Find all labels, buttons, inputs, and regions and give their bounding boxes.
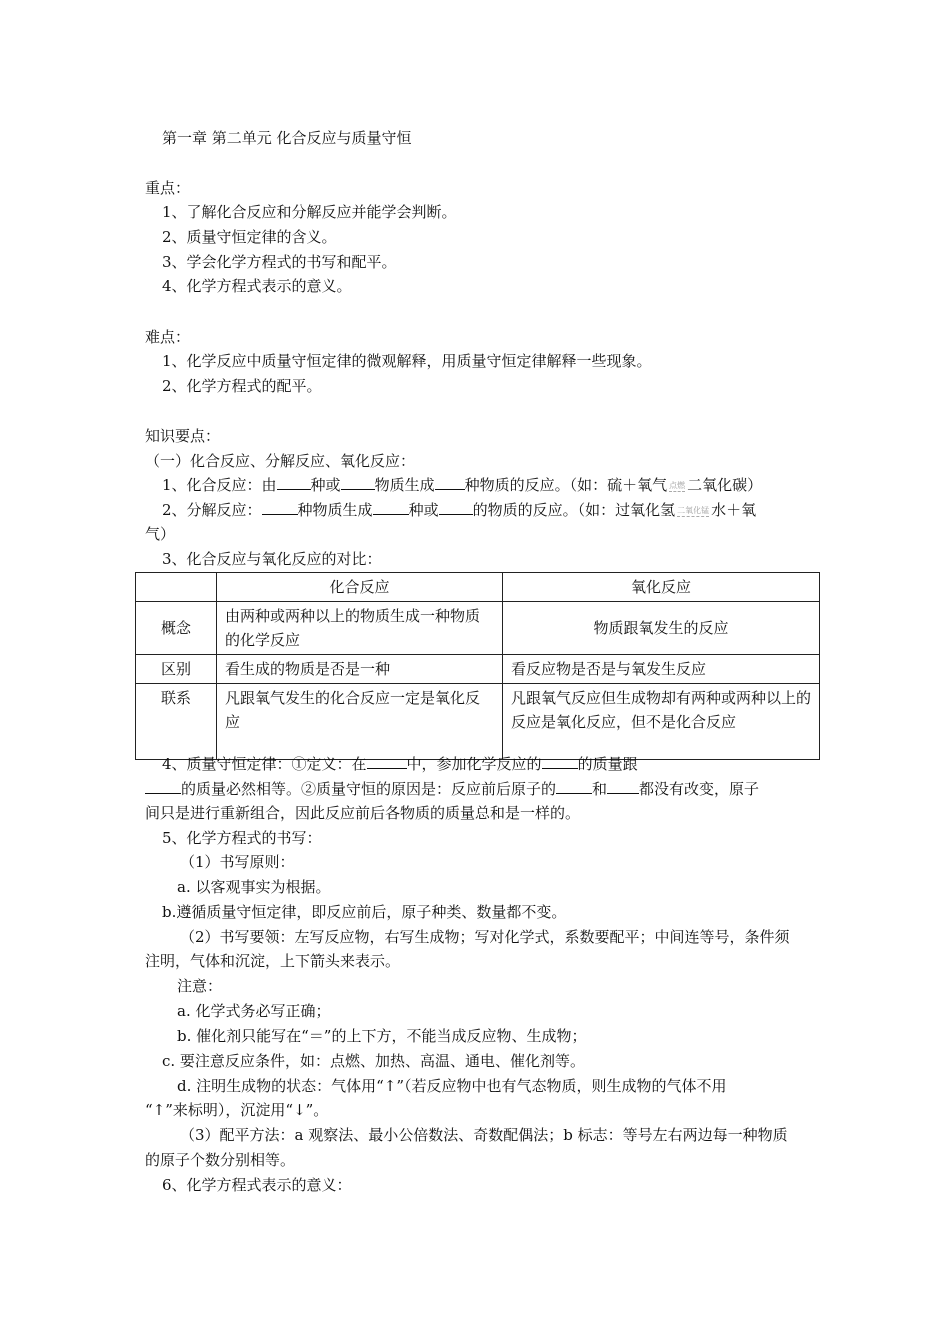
reaction-condition: 二氧化锰 <box>677 505 710 515</box>
table-row <box>136 573 820 602</box>
keypoint-item: 1、了解化合反应和分解反应并能学会判断。 <box>162 203 457 221</box>
row-label: 概念 <box>136 602 217 655</box>
text-line: c. 要注意反应条件，如：点燃、加热、高温、通电、催化剂等。 <box>162 1052 585 1070</box>
text-line: b.遵循质量守恒定律，即反应前后，原子种类、数量都不变。 <box>162 903 567 921</box>
law-line: 的质量必然相等。②质量守恒的原因是：反应前后原子的 和 都没有改变，原子 <box>145 778 759 800</box>
table-cell: 凡跟氧气反应但生成物却有两种或两种以上的反应是氧化反应，但不是化合反应 <box>503 684 820 760</box>
difficulty-item: 2、化学方程式的配平。 <box>162 377 322 395</box>
text-line: 的原子个数分别相等。 <box>145 1151 296 1169</box>
fill-blank[interactable] <box>435 474 465 490</box>
table-cell: 看生成的物质是否是一种 <box>217 655 503 684</box>
combination-reaction-line: 1、化合反应：由 种或 物质生成 种物质的反应。（如：硫＋氧气 点燃 二氧化碳） <box>162 476 763 494</box>
text-line: 注意： <box>177 977 223 995</box>
text-line: a. 以客观事实为根据。 <box>177 878 331 896</box>
fill-blank[interactable] <box>262 499 298 515</box>
fill-blank[interactable] <box>439 499 473 515</box>
text-line: 注明，气体和沉淀，上下箭头来表示。 <box>145 952 401 970</box>
keypoint-item: 3、学会化学方程式的书写和配平。 <box>162 253 397 271</box>
fill-blank[interactable] <box>145 778 181 794</box>
text-line: （3）配平方法：a 观察法、最小公倍数法、奇数配偶法；b 标志：等号左右两边每一种物质 <box>180 1126 788 1144</box>
reaction-condition: 点燃 <box>669 480 686 490</box>
fill-blank[interactable] <box>556 778 592 794</box>
table-cell: 看反应物是否是与氧发生反应 <box>503 655 820 684</box>
difficulties-heading: 难点： <box>145 328 191 346</box>
fill-blank[interactable] <box>277 474 311 490</box>
knowledge-heading: 知识要点： <box>145 427 221 445</box>
meaning-heading: 6、化学方程式表示的意义： <box>162 1176 352 1194</box>
fill-blank[interactable] <box>341 474 375 490</box>
row-label: 区别 <box>136 655 217 684</box>
page-title: 第一章 第二单元 化合反应与质量守恒 <box>162 129 412 147</box>
comparison-table <box>135 572 820 760</box>
comparison-heading: 3、化合反应与氧化反应的对比： <box>162 550 382 568</box>
text-line: （1）书写原则： <box>180 853 295 871</box>
text-line: 间只是进行重新组合，因此反应前后各物质的质量总和是一样的。 <box>145 804 581 822</box>
law-line: 4、质量守恒定律：①定义：在 中，参加化学反应的 的质量跟 <box>162 755 638 773</box>
text-line: b. 催化剂只能写在“＝”的上下方，不能当成反应物、生成物； <box>177 1027 587 1045</box>
table-row <box>136 684 820 760</box>
table-cell <box>136 573 217 602</box>
fill-blank[interactable] <box>367 753 407 769</box>
table-header: 氧化反应 <box>503 573 820 602</box>
table-cell: 凡跟氧气发生的化合反应一定是氧化反应 <box>217 684 503 760</box>
fill-blank[interactable] <box>607 778 639 794</box>
keypoint-item: 2、质量守恒定律的含义。 <box>162 228 337 246</box>
text-line: “↑”来标明），沉淀用“↓”。 <box>145 1101 329 1119</box>
keypoints-heading: 重点： <box>145 179 191 197</box>
decomposition-reaction-line: 2、分解反应： 种物质生成 种或 的物质的反应。（如：过氧化氢 二氧化锰 水＋氧 <box>162 501 757 519</box>
table-row <box>136 655 820 684</box>
table-header: 化合反应 <box>217 573 503 602</box>
difficulty-item: 1、化学反应中质量守恒定律的微观解释，用质量守恒定律解释一些现象。 <box>162 352 652 370</box>
writing-heading: 5、化学方程式的书写： <box>162 829 322 847</box>
keypoint-item: 4、化学方程式表示的意义。 <box>162 277 352 295</box>
text-line: d. 注明生成物的状态：气体用“↑”（若反应物中也有气态物质，则生成物的气体不用 <box>177 1077 727 1095</box>
table-row <box>136 602 820 655</box>
row-label: 联系 <box>136 684 217 760</box>
text-line: a. 化学式务必写正确； <box>177 1002 331 1020</box>
fill-blank[interactable] <box>373 499 409 515</box>
table-cell: 物质跟氧发生的反应 <box>503 602 820 655</box>
section-heading: （一）化合反应、分解反应、氧化反应： <box>145 452 416 470</box>
table-cell: 由两种或两种以上的物质生成一种物质的化学反应 <box>217 602 503 655</box>
text-line: （2）书写要领：左写反应物，右写生成物；写对化学式，系数要配平；中间连等号，条件须 <box>180 928 790 946</box>
text-line: 气） <box>145 525 176 543</box>
fill-blank[interactable] <box>542 753 578 769</box>
